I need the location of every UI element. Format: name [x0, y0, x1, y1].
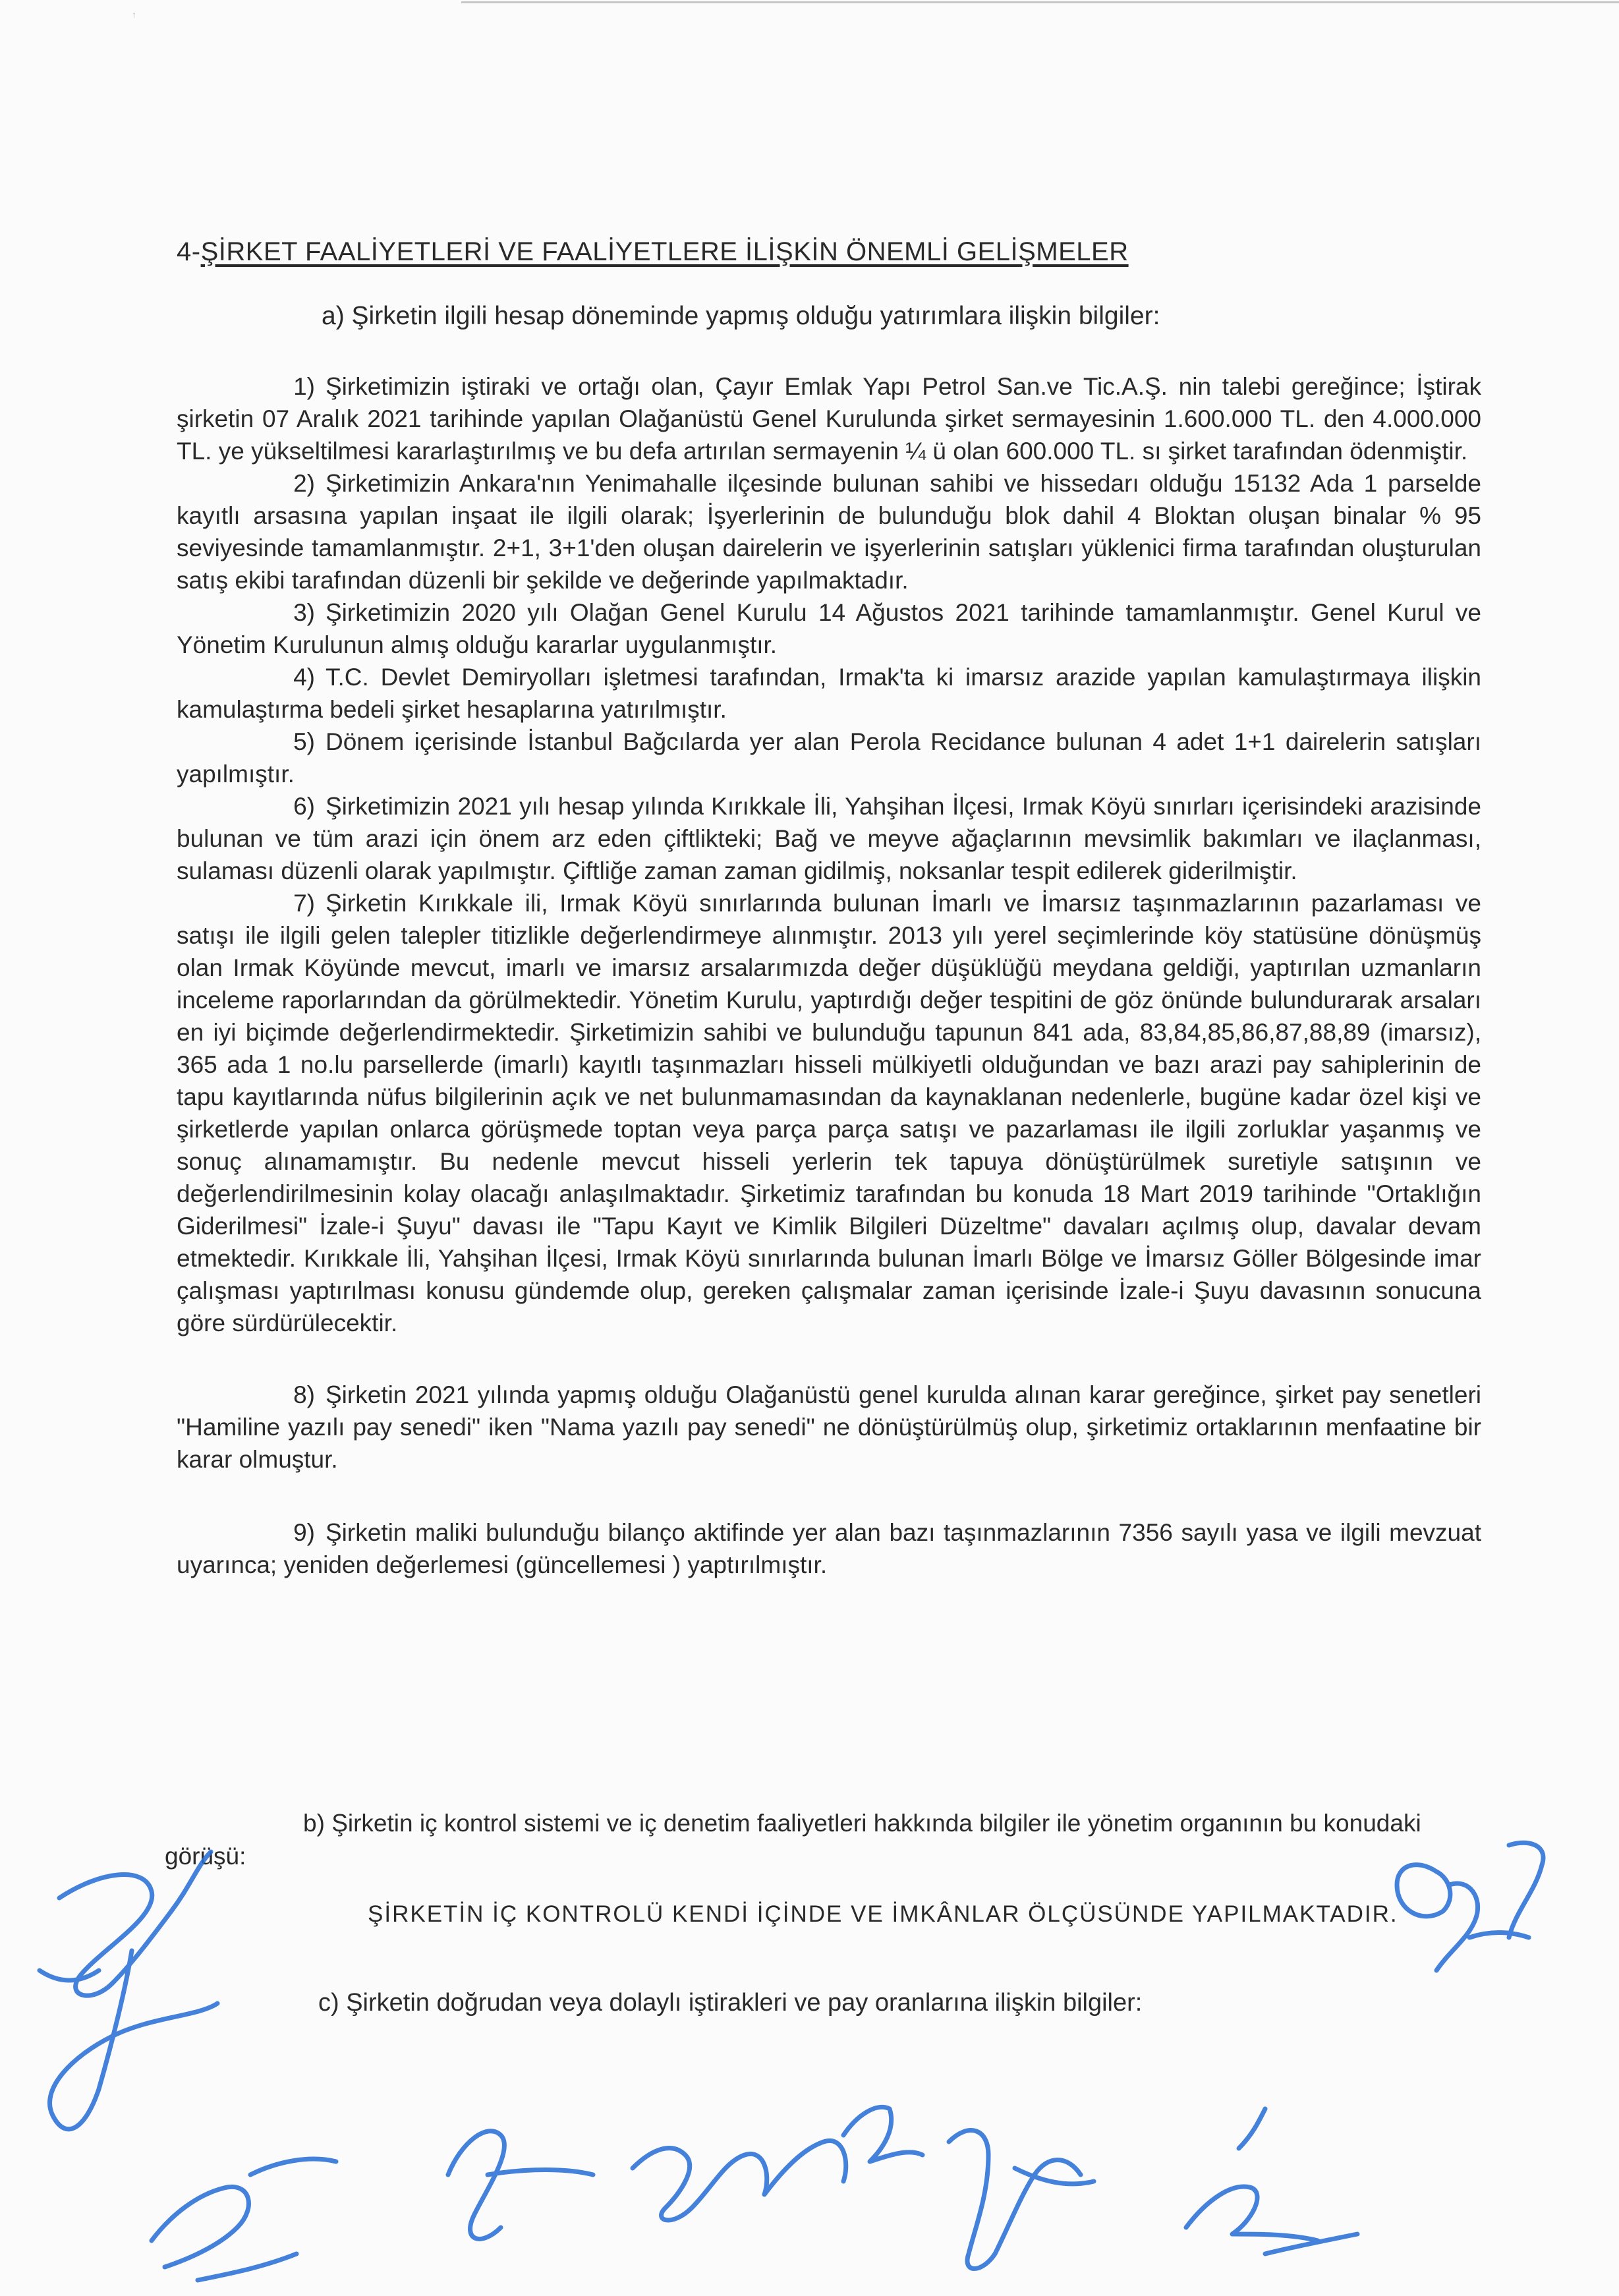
list-item: [177, 790, 1481, 887]
section-c-title: c) Şirketin doğrudan veya dolaylı iştirakleri ve pay oranlarına ilişkin bilgiler:: [318, 1989, 1143, 2017]
signature-center-right: [949, 2131, 1094, 2269]
list-item: [177, 661, 1481, 726]
item-number: 3): [293, 599, 315, 626]
item-text: Şirketin maliki bulunduğu bilanço aktifinde yer alan bazı taşınmazlarının 7356 sayılı yasa ve ilgili mevzuat uyarınca; yeniden değerlemesi (güncellemesi ) yaptırılmıştır.: [177, 1519, 1481, 1578]
item-text: Şirketimizin iştiraki ve ortağı olan, Çayır Emlak Yapı Petrol San.ve Tic.A.Ş. nin talebi gereğince; İştirak şirketin 07 Aralık 2021 tarihinde yapılan Olağanüstü Genel Kurulunda şirket sermayesinin 1.600.000 TL. den 4.000.000 TL. ye yükseltilmesi kararlaştırılmış ve bu defa artırılan sermayenin ¼ ü olan 600.000 TL. sı şirket tarafından ödenmiştir.: [177, 373, 1481, 465]
item-number: 7): [293, 890, 315, 917]
signature-center: [448, 2107, 923, 2239]
item-number: 2): [293, 470, 315, 497]
section-b-text: Şirketin iç kontrol sistemi ve iç denetim faaliyetleri hakkında bilgiler ile yönetim organının bu konudaki görüşü:: [165, 1810, 1421, 1870]
list-item: [177, 726, 1481, 790]
item-text: Şirketimizin 2021 yılı hesap yılında Kırıkkale İli, Yahşihan İlçesi, Irmak Köyü sınırları içerisindeki arazisinde bulunan ve tüm arazi için önem arz eden çiftlikteki; Bağ ve meyve ağaçlarının mevsimlik bakımları ve ilaçlanması, sulaması düzenli olarak yapılmıştır. Çiftliğe zaman zaman gidilmiş, noksanlar tespit edilerek giderilmiştir.: [177, 793, 1481, 884]
section-b: [165, 1807, 1483, 1873]
list-item: [177, 887, 1481, 1339]
item-number: 4): [293, 664, 315, 691]
heading-prefix: 4-: [177, 237, 201, 266]
section-a-title: a) Şirketin ilgili hesap döneminde yapmış olduğu yatırımlara ilişkin bilgiler:: [322, 302, 1160, 330]
scan-artifact: ↑: [132, 9, 136, 20]
investment-items-list: [177, 370, 1481, 1581]
item-text: T.C. Devlet Demiryolları işletmesi tarafından, Irmak'ta ki imarsız arazide yapılan kamulaştırmaya ilişkin kamulaştırma bedeli şirket hesaplarına yatırılmıştır.: [177, 664, 1481, 723]
item-number: 5): [293, 728, 315, 755]
item-text: Şirketin 2021 yılında yapmış olduğu Olağanüstü genel kurulda alınan karar gereğince, şirket pay senetleri "Hamiline yazılı pay senedi" iken "Nama yazılı pay senedi" ne dönüştürülmüş olup, şirketimiz ortaklarının menfaatine bir karar olmuştur.: [177, 1381, 1481, 1473]
item-text: Şirketin Kırıkkale ili, Irmak Köyü sınırlarında bulunan İmarlı ve İmarsız taşınmazlarının pazarlaması ve satışı ile ilgili gelen talepler titizlikle değerlendirmeye alınmıştır. 2013 yılı yerel seçimlerinde köy statüsüne dönüşmüş olan Irmak Köyünde mevcut, imarlı ve imarsız arsalarımızda değer düşüklüğü meydana geldiği, yaptırılan uzmanların inceleme raporlarından da görülmektedir. Yönetim Kurulu, yaptırdığı değer tespitini de göz önünde bulundurarak arsaları en iyi biçimde değerlendirmektedir. Şirketimizin sahibi ve bulunduğu tapunun 841 ada, 83,84,85,86,87,88,89 (imarsız), 365 ada 1 no.lu parsellerde (imarlı) kayıtlı taşınmazları hisseli mülkiyetli olduğundan ve bazı arazi pay sahiplerinin de tapu kayıtlarında nüfus bilgilerinin açık ve net bulunmamasından da kaynaklanan nedenlerle, bugüne kadar özel kişi ve şirketlerde yapılan onlarca görüşmede toptan veya parça parça satışı ve pazarlaması ile ilgili zorluklar yaşanmış ve sonuç alınamamıştır. Bu nedenle mevcut hisseli yerlerin tek tapuya dönüştürülmek suretiyle satışının ve değerlendirilmesinin kolay olacağı anlaşılmaktadır. Şirketimiz tarafından bu konuda 18 Mart 2019 tarihinde "Ortaklığın Giderilmesi" İzale-i Şuyu" davası ile "Tapu Kayıt ve Kimlik Bilgileri Düzeltme" davaları açılmış olup, davalar devam etmektedir. Kırıkkale İli, Yahşihan İlçesi, Irmak Köyü sınırlarında bulunan İmarlı Bölge ve İmarsız Göller Bölgesinde imar çalışması yaptırılması konusu gündemde olup, gereken çalışmalar zaman içerisinde İzale-i Şuyu davasının sonucuna göre sürdürülecektir.: [177, 890, 1481, 1336]
signature-bottom-right: [1186, 2109, 1357, 2254]
scan-top-rule: [461, 1, 1619, 3]
item-number: 9): [293, 1519, 315, 1546]
item-text: Dönem içerisinde İstanbul Bağcılarda yer alan Perola Recidance bulunan 4 adet 1+1 dairelerin satışları yapılmıştır.: [177, 728, 1481, 788]
signature-left: [40, 1852, 217, 2129]
internal-control-statement: ŞİRKETİN İÇ KONTROLÜ KENDİ İÇİNDE VE İMKÂNLAR ÖLÇÜSÜNDE YAPILMAKTADIR.: [368, 1901, 1398, 1927]
item-number: 6): [293, 793, 315, 820]
signature-bottom-left: [152, 2159, 336, 2280]
section-b-label: b): [303, 1810, 325, 1837]
item-number: 1): [293, 373, 315, 400]
list-item: [177, 370, 1481, 467]
list-item: [177, 596, 1481, 661]
item-text: Şirketimizin 2020 yılı Olağan Genel Kurulu 14 Ağustos 2021 tarihinde tamamlanmıştır. Genel Kurul ve Yönetim Kurulunun almış olduğu kararlar uygulanmıştır.: [177, 599, 1481, 658]
item-number: 8): [293, 1381, 315, 1408]
section-heading: [177, 237, 1129, 267]
heading-text: ŞİRKET FAALİYETLERİ VE FAALİYETLERE İLİŞKİN ÖNEMLİ GELİŞMELER: [200, 237, 1129, 266]
list-item: [177, 1379, 1481, 1476]
list-item: [177, 467, 1481, 596]
list-item: [177, 1516, 1481, 1581]
item-text: Şirketimizin Ankara'nın Yenimahalle ilçesinde bulunan sahibi ve hissedarı olduğu 15132 Ada 1 parselde kayıtlı arsasına yapılan inşaat ile ilgili olarak; İşyerlerinin de bulunduğu blok dahil 4 Bloktan oluşan binalar % 95 seviyesinde tamamlanmıştır. 2+1, 3+1'den oluşan dairelerin ve işyerlerinin satışları yüklenici firma tarafından oluşturulan satış ekibi tarafından düzenli bir şekilde ve değerinde yapılmaktadır.: [177, 470, 1481, 594]
